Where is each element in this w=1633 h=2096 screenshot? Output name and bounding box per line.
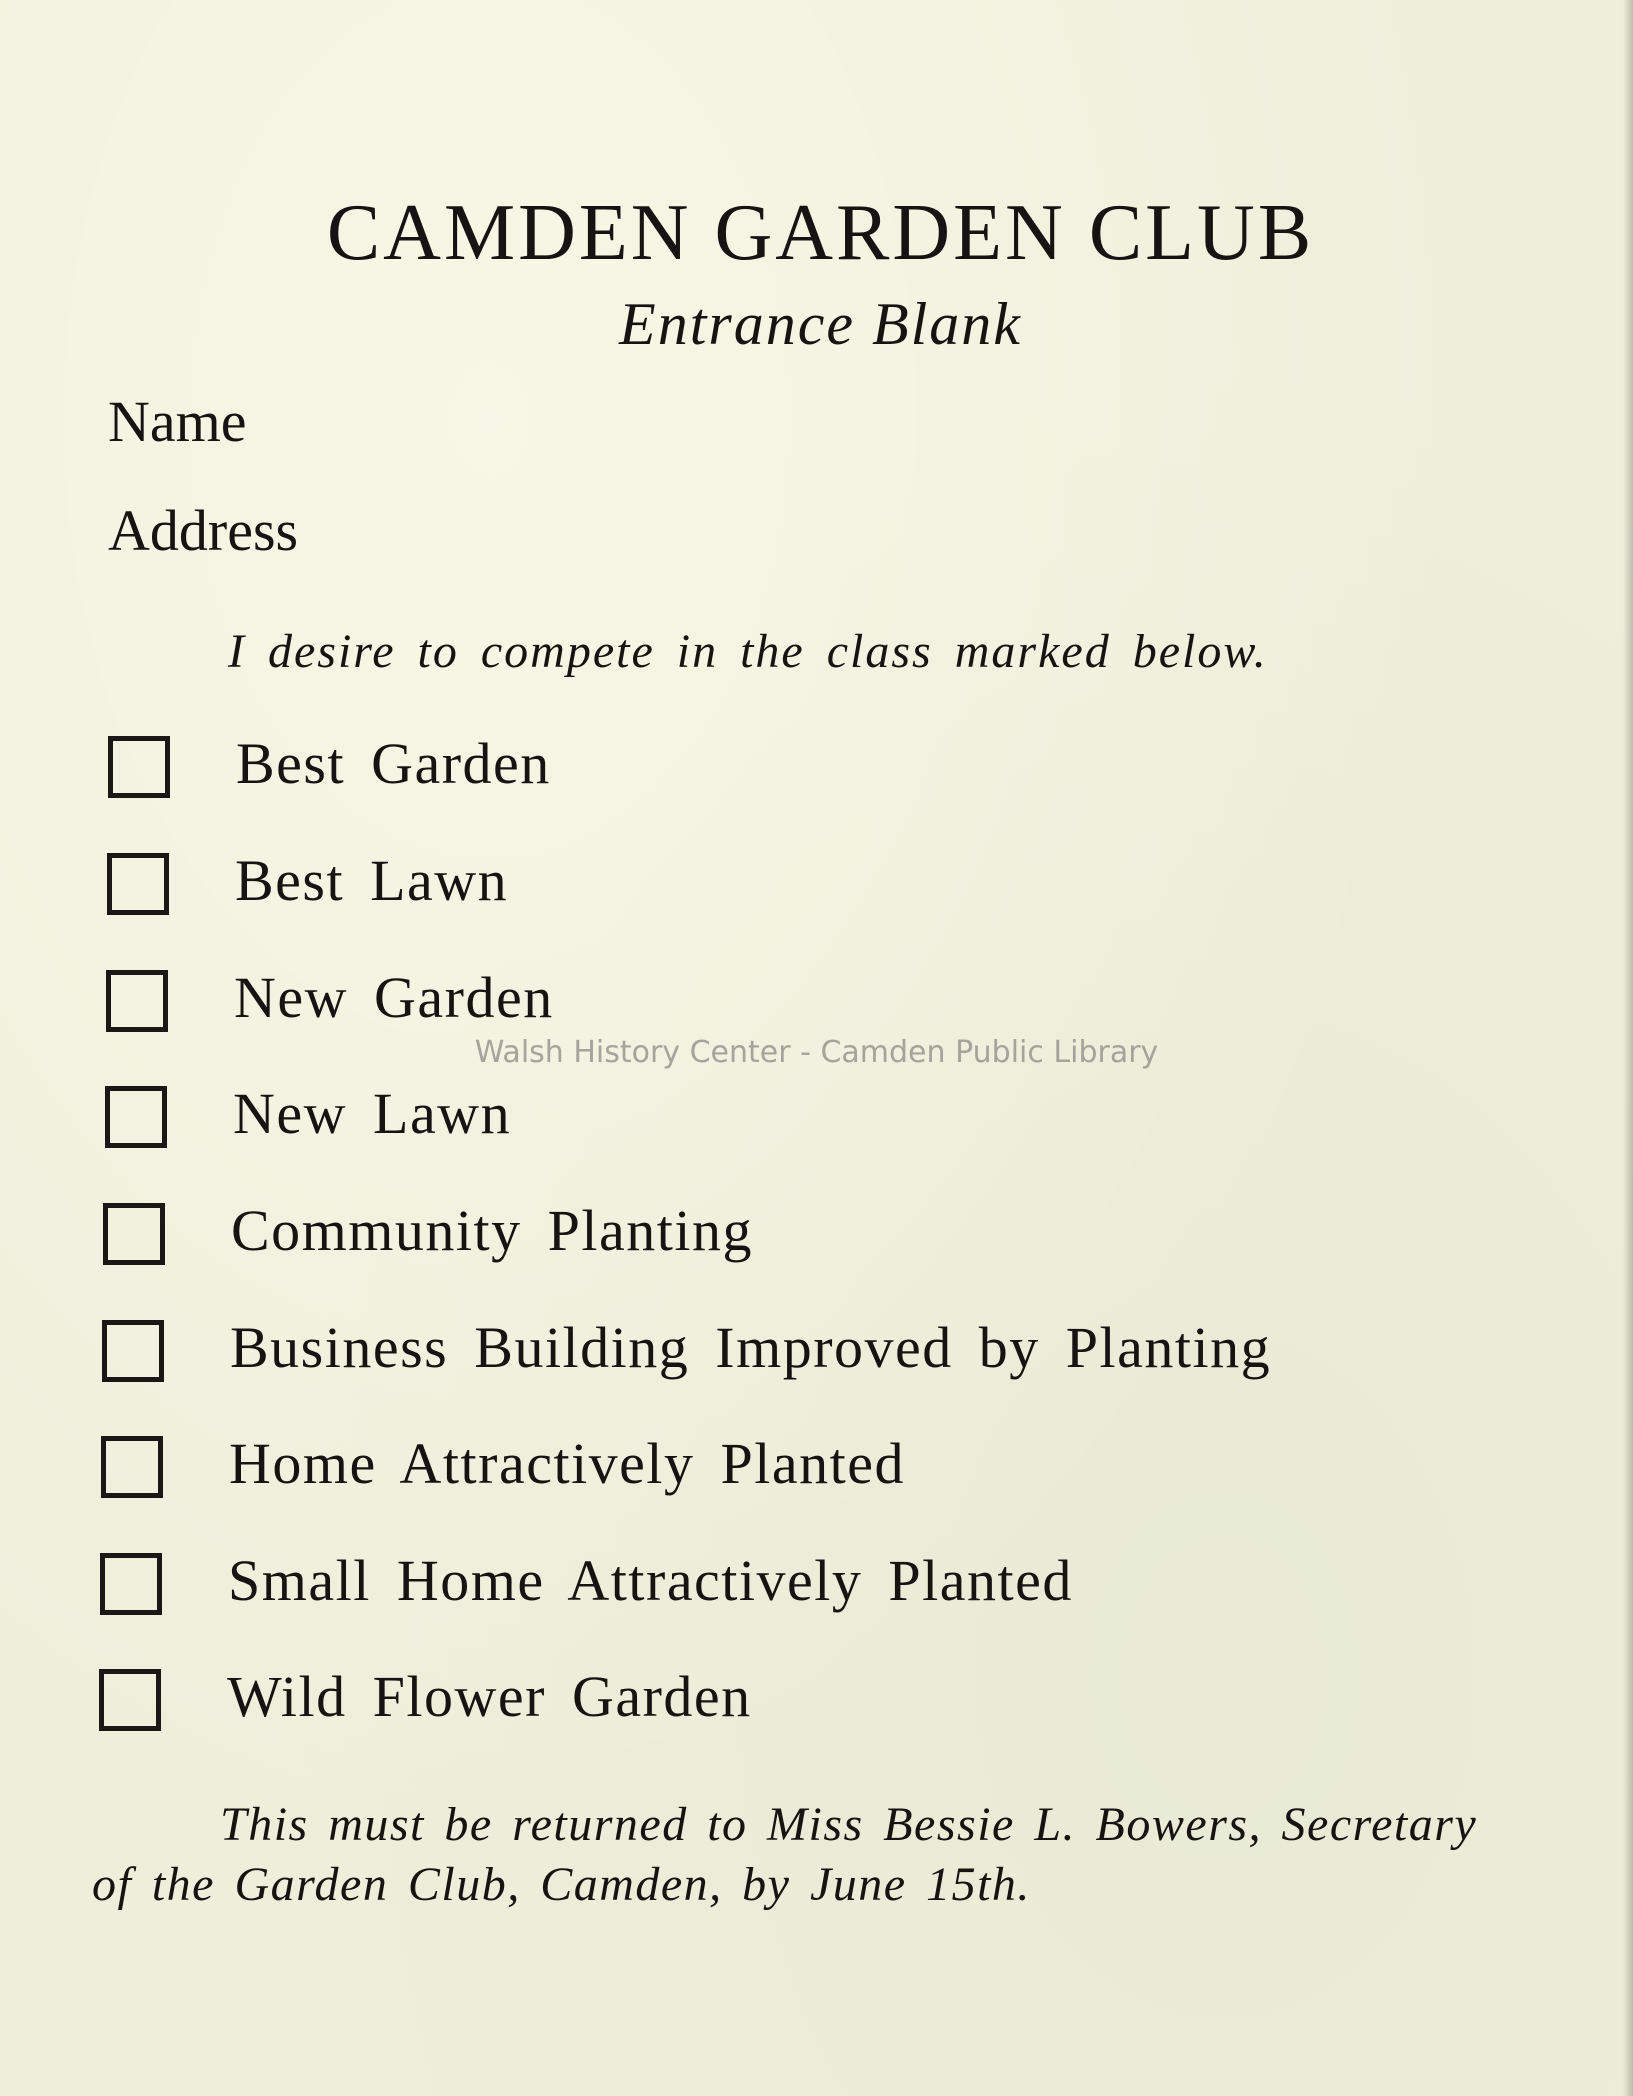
class-option-label: Best Garden bbox=[236, 731, 551, 796]
class-option-label: Home Attractively Planted bbox=[229, 1431, 906, 1496]
class-option-small-home[interactable] bbox=[100, 1548, 1600, 1633]
class-option-new-lawn[interactable] bbox=[105, 1081, 1605, 1166]
class-option-home-attractively-planted[interactable] bbox=[101, 1431, 1601, 1516]
class-option-label: Wild Flower Garden bbox=[227, 1664, 752, 1729]
checkbox[interactable] bbox=[101, 1436, 163, 1498]
class-option-label: Best Lawn bbox=[235, 848, 509, 913]
checkbox[interactable] bbox=[99, 1669, 161, 1731]
class-option-business-building[interactable] bbox=[102, 1315, 1602, 1400]
class-option-label: New Garden bbox=[234, 965, 554, 1030]
name-field-label: Name bbox=[108, 389, 247, 454]
library-watermark: Walsh History Center - Camden Public Library bbox=[474, 1035, 1159, 1070]
checkbox[interactable] bbox=[102, 1320, 164, 1382]
class-option-label: Community Planting bbox=[231, 1198, 753, 1263]
instruction-text: I desire to compete in the class marked below. bbox=[228, 625, 1268, 678]
class-option-wild-flower-garden[interactable] bbox=[99, 1664, 1599, 1749]
return-instructions-line-2: of the Garden Club, Camden, by June 15th. bbox=[92, 1858, 1031, 1911]
class-option-label: Business Building Improved by Planting bbox=[230, 1315, 1272, 1380]
class-option-best-garden[interactable] bbox=[108, 731, 1608, 816]
checkbox[interactable] bbox=[105, 1086, 167, 1148]
checkbox[interactable] bbox=[108, 736, 170, 798]
class-option-best-lawn[interactable] bbox=[107, 848, 1607, 933]
class-option-community-planting[interactable] bbox=[103, 1198, 1603, 1283]
return-instructions-line-1: This must be returned to Miss Bessie L. Bowers, Secretary bbox=[220, 1798, 1478, 1851]
checkbox[interactable] bbox=[103, 1203, 165, 1265]
return-instructions bbox=[92, 1795, 1532, 1915]
form-subtitle: Entrance Blank bbox=[619, 291, 1022, 357]
checkbox[interactable] bbox=[100, 1553, 162, 1615]
class-option-label: Small Home Attractively Planted bbox=[228, 1548, 1073, 1613]
form-title: CAMDEN GARDEN CLUB bbox=[326, 189, 1315, 277]
checkbox[interactable] bbox=[106, 970, 168, 1032]
address-field-label: Address bbox=[108, 498, 299, 563]
class-option-label: New Lawn bbox=[233, 1081, 512, 1146]
checkbox[interactable] bbox=[107, 853, 169, 915]
